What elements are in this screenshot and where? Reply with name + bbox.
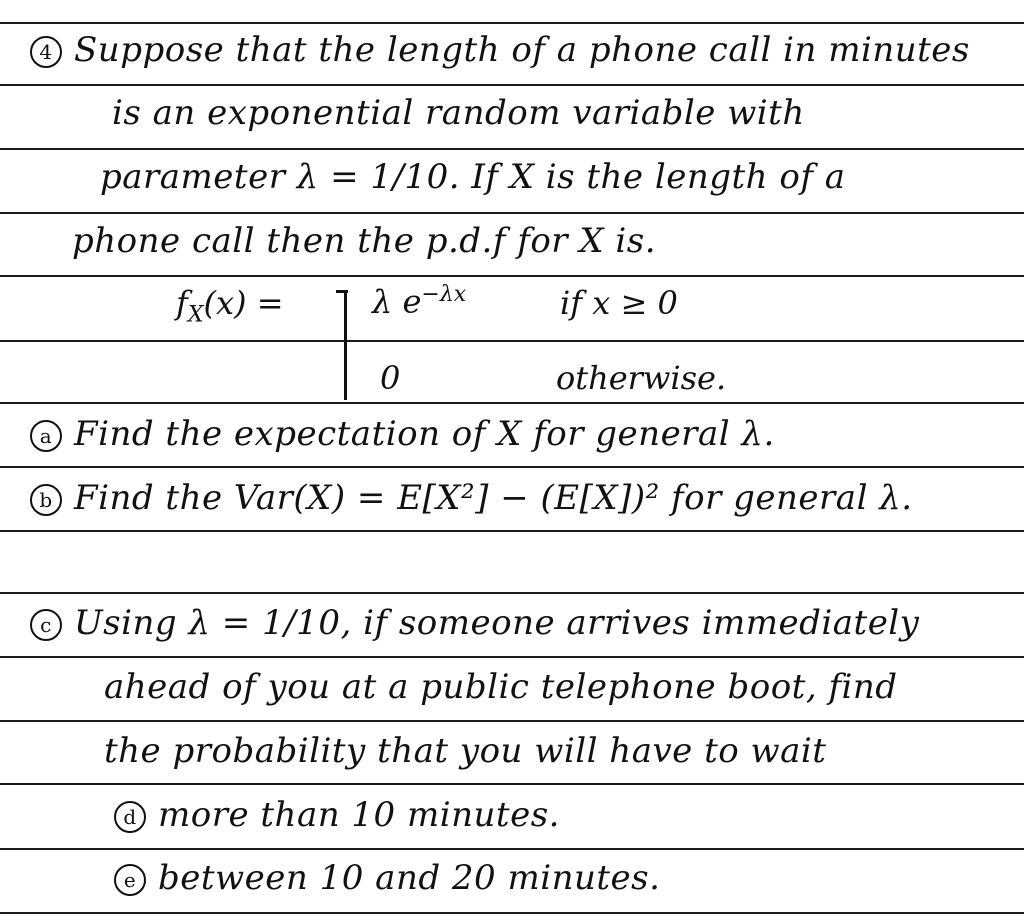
pdf-case-1-condition: if x ≥ 0 bbox=[560, 284, 678, 322]
part-b-text: Find the Var(X) = E[X²] − (E[X])² for general λ. bbox=[74, 478, 913, 518]
pdf-f: f bbox=[176, 284, 188, 322]
problem-line-4: phone call then the p.d.f for X is. bbox=[72, 221, 656, 261]
ruled-line bbox=[0, 340, 1024, 342]
ruled-line bbox=[0, 848, 1024, 850]
pdf-case-1-expr: λ e bbox=[372, 282, 422, 321]
ruled-line bbox=[0, 656, 1024, 658]
ruled-line bbox=[0, 466, 1024, 468]
part-b bbox=[30, 478, 913, 518]
part-d-text: more than 10 minutes. bbox=[158, 795, 560, 835]
part-a bbox=[30, 414, 775, 454]
part-e bbox=[114, 858, 660, 898]
part-c-line-3: the probability that you will have to wait bbox=[104, 731, 827, 771]
part-c-text-1: Using λ = 1/10, if someone arrives immediately bbox=[74, 603, 920, 643]
pdf-arg: (x) = bbox=[203, 284, 284, 322]
part-d bbox=[114, 795, 560, 835]
part-c-line-2: ahead of you at a public telephone boot, find bbox=[104, 667, 898, 707]
part-b-marker: b bbox=[30, 484, 62, 516]
ruled-line bbox=[0, 592, 1024, 594]
pdf-case-1-exponent: −λx bbox=[421, 282, 467, 307]
ruled-line bbox=[0, 530, 1024, 532]
problem-line-2: is an exponential random variable with bbox=[112, 93, 805, 133]
ruled-line bbox=[0, 148, 1024, 150]
pdf-subscript: X bbox=[187, 302, 204, 328]
ruled-line bbox=[0, 22, 1024, 24]
pdf-lhs bbox=[176, 283, 284, 335]
ruled-line bbox=[0, 212, 1024, 214]
pdf-case-2-condition: otherwise. bbox=[556, 359, 727, 397]
ruled-line bbox=[0, 84, 1024, 86]
part-c-marker: c bbox=[30, 609, 62, 641]
ruled-line bbox=[0, 402, 1024, 404]
ruled-line bbox=[0, 275, 1024, 277]
part-e-marker: e bbox=[114, 864, 146, 896]
problem-line-1 bbox=[30, 30, 970, 70]
pdf-case-2-expr: 0 bbox=[380, 359, 401, 397]
part-a-text: Find the expectation of X for general λ. bbox=[74, 414, 775, 454]
part-d-marker: d bbox=[114, 801, 146, 833]
part-a-marker: a bbox=[30, 420, 62, 452]
ruled-line bbox=[0, 783, 1024, 785]
part-e-text: between 10 and 20 minutes. bbox=[158, 858, 661, 898]
piecewise-brace bbox=[344, 292, 347, 400]
ruled-line bbox=[0, 912, 1024, 914]
problem-line-3: parameter λ = 1/10. If X is the length of a bbox=[100, 157, 846, 197]
ruled-line bbox=[0, 720, 1024, 722]
part-c-line-1 bbox=[30, 603, 919, 643]
problem-text: Suppose that the length of a phone call in minutes bbox=[74, 30, 970, 70]
pdf-case-1 bbox=[372, 275, 466, 322]
problem-number: 4 bbox=[30, 36, 62, 68]
